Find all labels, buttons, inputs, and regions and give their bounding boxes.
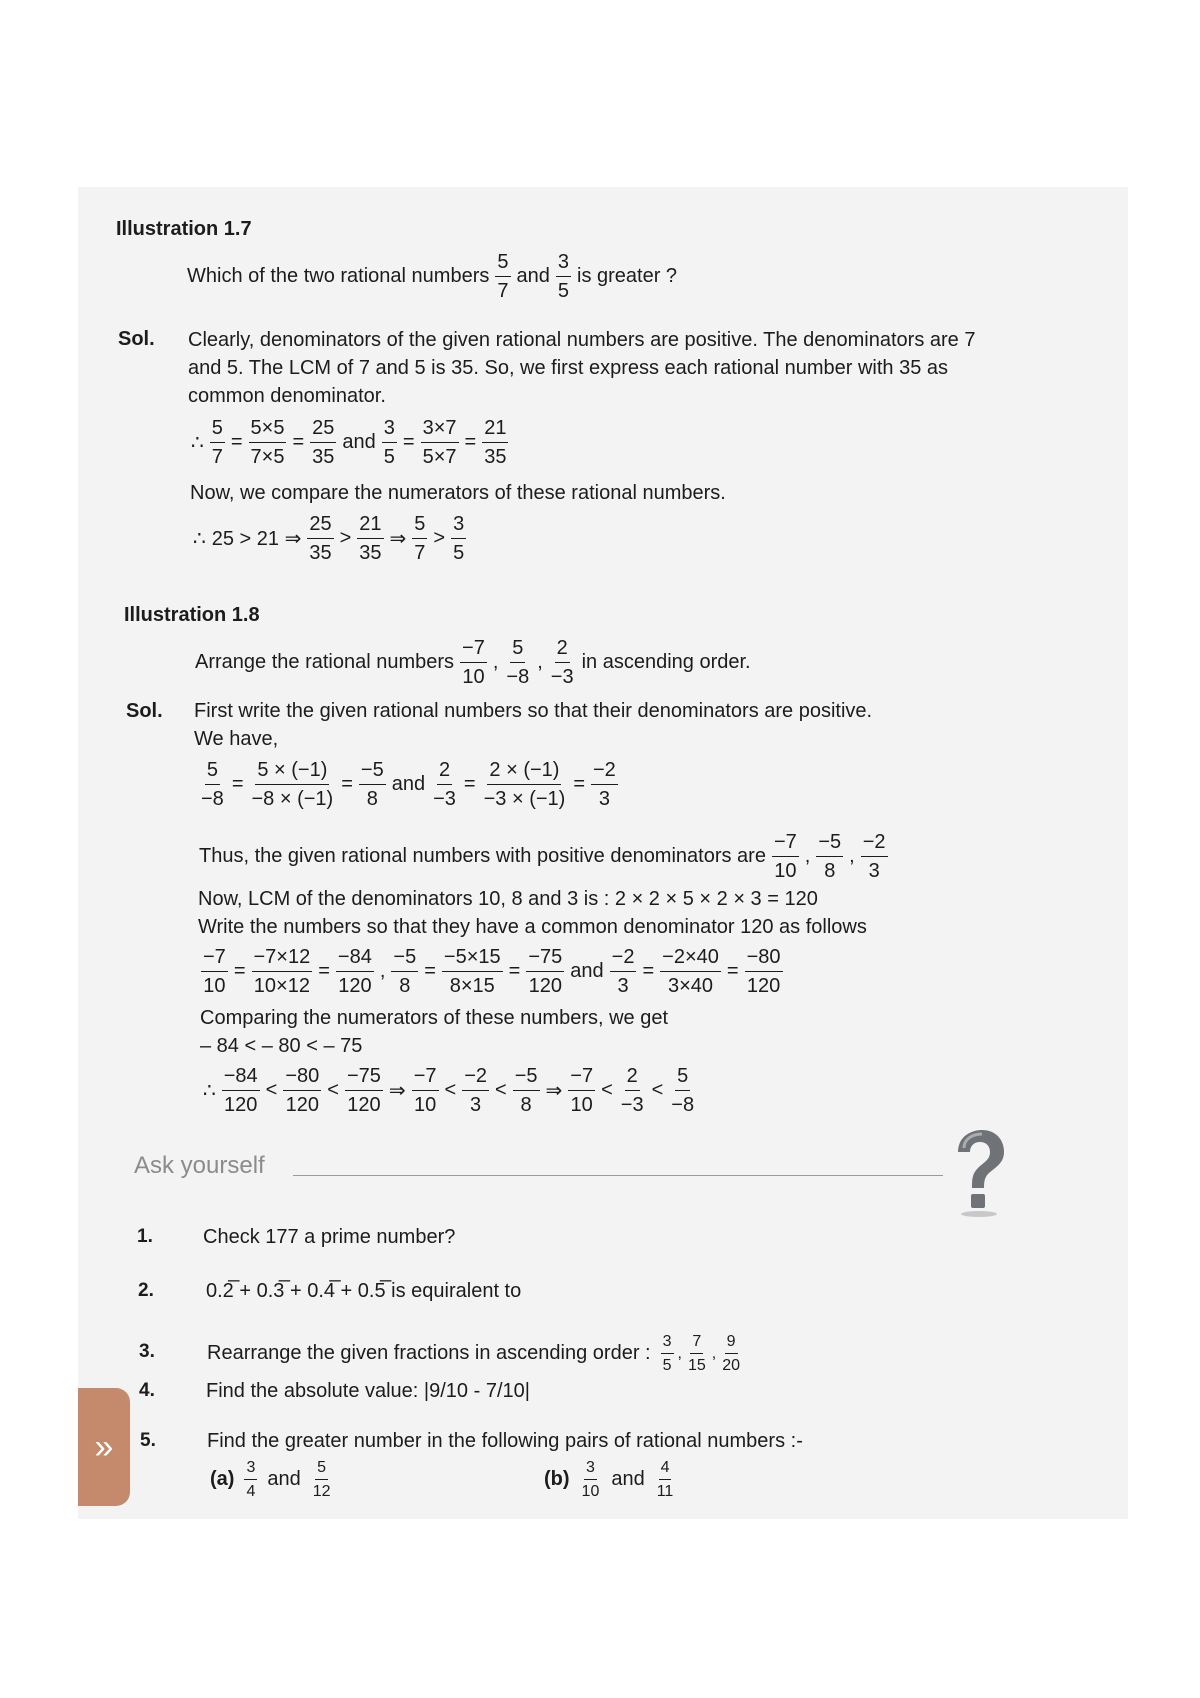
denominator: 5 bbox=[453, 542, 465, 564]
fraction bbox=[816, 830, 843, 883]
numerator: 5 bbox=[315, 1458, 328, 1480]
numerator: −75 bbox=[345, 1064, 383, 1091]
question-3-text: Rearrange the given fractions in ascending order : bbox=[207, 1342, 651, 1365]
and-word: and bbox=[570, 960, 604, 982]
denominator: 3 bbox=[598, 788, 610, 810]
denominator: −3 bbox=[433, 788, 456, 810]
denominator: 120 bbox=[347, 1094, 381, 1116]
fraction bbox=[655, 1458, 676, 1501]
denominator: 10×12 bbox=[253, 975, 310, 997]
and-word: and bbox=[611, 1468, 645, 1491]
numerator: 5 × (−1) bbox=[255, 758, 329, 785]
question-text: Which of the two rational numbers bbox=[187, 265, 490, 287]
equals-sign: = bbox=[464, 431, 477, 453]
numerator: −80 bbox=[283, 1064, 321, 1091]
numerator: −7 bbox=[201, 945, 228, 972]
numerator: −5 bbox=[359, 758, 386, 785]
numerator: 21 bbox=[357, 512, 383, 539]
decimal-expression: 0.2̅ + 0.3̅ + 0.4̅ + 0.5̅ bbox=[206, 1280, 386, 1302]
numerator: 3 bbox=[661, 1332, 674, 1354]
denominator: 20 bbox=[722, 1357, 740, 1375]
implies-symbol: ⇒ bbox=[545, 1080, 563, 1102]
equals-sign: = bbox=[231, 773, 244, 795]
numerator: −2 bbox=[462, 1064, 489, 1091]
numerator: 5 bbox=[510, 636, 525, 663]
denominator: 8 bbox=[824, 860, 836, 882]
equals-sign: = bbox=[463, 773, 476, 795]
denominator: 10 bbox=[570, 1094, 593, 1116]
fraction bbox=[345, 1064, 383, 1117]
equation-1-7-a bbox=[188, 416, 511, 469]
denominator: 10 bbox=[774, 860, 797, 882]
sol-label: Sol. bbox=[126, 700, 163, 722]
numerator: −2 bbox=[591, 758, 618, 785]
equals-sign: = bbox=[424, 960, 436, 982]
fraction bbox=[745, 945, 783, 998]
question-5-text: Find the greater number in the following pairs of rational numbers :- bbox=[207, 1430, 803, 1452]
fraction bbox=[250, 758, 336, 811]
numerator: 3×7 bbox=[421, 416, 459, 443]
fraction bbox=[669, 1064, 696, 1117]
numerator: 5 bbox=[210, 416, 225, 443]
denominator: −3 bbox=[620, 1094, 644, 1116]
numerator: −80 bbox=[745, 945, 783, 972]
denominator: 7 bbox=[211, 446, 223, 468]
solution-text-line: First write the given rational numbers so that their denominators are positive. bbox=[194, 700, 873, 722]
option-label: (b) bbox=[544, 1468, 570, 1491]
denominator: 11 bbox=[656, 1483, 674, 1501]
thus-text: Thus, the given rational numbers with positive denominators are bbox=[199, 845, 766, 867]
fraction bbox=[359, 758, 386, 811]
denominator: 15 bbox=[687, 1357, 706, 1375]
fraction bbox=[222, 1064, 260, 1117]
fraction bbox=[311, 1458, 333, 1501]
equation-1-8-a bbox=[196, 758, 621, 811]
numerator: 7 bbox=[690, 1332, 703, 1354]
fraction bbox=[568, 1064, 595, 1117]
equals-sign: = bbox=[402, 431, 415, 453]
numerator: 3 bbox=[382, 416, 397, 443]
numerator: 3 bbox=[556, 250, 571, 277]
fraction bbox=[549, 636, 576, 689]
numerator: 25 bbox=[307, 512, 333, 539]
denominator: 7×5 bbox=[250, 446, 285, 468]
fraction bbox=[357, 512, 383, 565]
numerator: 5 bbox=[412, 512, 427, 539]
illustration-1-7-question bbox=[184, 250, 680, 303]
inequality-text: 25 > 21 ⇒ bbox=[211, 528, 302, 550]
numerator: −5 bbox=[391, 945, 418, 972]
denominator: 35 bbox=[484, 446, 507, 468]
therefore-symbol: ∴ bbox=[203, 1080, 216, 1102]
numerator: 4 bbox=[659, 1458, 672, 1480]
fraction bbox=[772, 830, 799, 883]
fraction bbox=[660, 945, 721, 998]
equals-sign: = bbox=[341, 773, 353, 795]
fraction bbox=[460, 636, 487, 689]
sol-label: Sol. bbox=[118, 328, 155, 350]
fraction bbox=[720, 1332, 742, 1375]
denominator: 3 bbox=[470, 1094, 482, 1116]
denominator: 35 bbox=[312, 446, 335, 468]
comma: , bbox=[711, 1344, 717, 1362]
comma: , bbox=[492, 651, 499, 673]
equals-sign: = bbox=[230, 431, 243, 453]
fraction bbox=[610, 945, 637, 998]
question-number: 2. bbox=[138, 1280, 154, 1301]
fraction bbox=[513, 1064, 540, 1117]
denominator: 5 bbox=[383, 446, 395, 468]
compare-text: Now, we compare the numerators of these rational numbers. bbox=[190, 482, 726, 504]
ask-divider bbox=[293, 1175, 943, 1176]
denominator: 8 bbox=[520, 1094, 532, 1116]
less-sign: < bbox=[495, 1079, 507, 1101]
equals-sign: = bbox=[233, 960, 246, 982]
numerator: 9 bbox=[725, 1332, 738, 1354]
numerator: 2 bbox=[625, 1064, 640, 1091]
question-text-end: in ascending order. bbox=[581, 651, 751, 673]
greater-sign: > bbox=[433, 527, 446, 549]
denominator: 35 bbox=[359, 542, 382, 564]
question-5b bbox=[541, 1458, 682, 1501]
numerator: −2 bbox=[861, 830, 888, 857]
less-sign: < bbox=[651, 1079, 664, 1101]
less-sign: < bbox=[444, 1079, 457, 1101]
less-sign: < bbox=[601, 1079, 613, 1101]
denominator: 12 bbox=[312, 1483, 331, 1501]
numerator: 25 bbox=[310, 416, 336, 443]
solution-text-line: common denominator. bbox=[188, 385, 386, 407]
fraction bbox=[252, 945, 313, 998]
equals-sign: = bbox=[508, 960, 521, 982]
numerator: −5 bbox=[513, 1064, 540, 1091]
denominator: 3 bbox=[868, 860, 880, 882]
question-3-line bbox=[204, 1332, 749, 1375]
fraction bbox=[482, 758, 568, 811]
fraction bbox=[442, 945, 503, 998]
denominator: −8 × (−1) bbox=[251, 788, 334, 810]
fraction bbox=[201, 945, 228, 998]
comma: , bbox=[379, 960, 386, 982]
side-tab-chevron-icon[interactable]: » bbox=[78, 1388, 130, 1506]
question-text-end: is greater ? bbox=[577, 265, 678, 287]
equation-1-7-b bbox=[190, 512, 469, 565]
fraction bbox=[382, 416, 397, 469]
fraction bbox=[391, 945, 418, 998]
numerator: −5 bbox=[816, 830, 843, 857]
solution-text-line: Clearly, denominators of the given rational numbers are positive. The denominators are 7 bbox=[188, 329, 976, 351]
question-number: 1. bbox=[137, 1226, 153, 1247]
fraction bbox=[412, 1064, 439, 1117]
fraction bbox=[244, 1458, 257, 1501]
therefore-symbol: ∴ bbox=[193, 528, 206, 550]
denominator: 5×7 bbox=[422, 446, 457, 468]
we-have-text: We have, bbox=[194, 728, 279, 750]
numerator: 5×5 bbox=[249, 416, 287, 443]
illustration-1-8-heading: Illustration 1.8 bbox=[124, 604, 260, 626]
and-word: and bbox=[391, 773, 426, 795]
numerator: 3 bbox=[584, 1458, 597, 1480]
numerator: −84 bbox=[336, 945, 374, 972]
question-number: 3. bbox=[139, 1341, 155, 1362]
denominator: 120 bbox=[338, 975, 372, 997]
fraction bbox=[526, 945, 564, 998]
implies-symbol: ⇒ bbox=[388, 1080, 406, 1102]
denominator: 3×40 bbox=[667, 975, 714, 997]
therefore-symbol: ∴ bbox=[191, 432, 204, 454]
denominator: 3 bbox=[617, 975, 629, 997]
numerator: −2 bbox=[610, 945, 637, 972]
question-mark-icon bbox=[950, 1128, 1008, 1218]
lcm-text: Now, LCM of the denominators 10, 8 and 3 is : 2 × 2 × 5 × 2 × 3 = 120 bbox=[198, 888, 818, 910]
question-4-text: Find the absolute value: |9/10 - 7/10| bbox=[206, 1380, 530, 1402]
denominator: 35 bbox=[309, 542, 332, 564]
fraction bbox=[861, 830, 888, 883]
greater-sign: > bbox=[339, 527, 352, 549]
thus-line bbox=[196, 830, 891, 883]
denominator: 120 bbox=[746, 975, 781, 997]
question-2-line bbox=[206, 1277, 521, 1305]
fraction bbox=[199, 758, 226, 811]
denominator: −3 × (−1) bbox=[483, 788, 566, 810]
inequality-text: – 84 < – 80 < – 75 bbox=[200, 1035, 363, 1057]
comma: , bbox=[849, 845, 855, 867]
question-5a bbox=[207, 1458, 340, 1501]
implies-symbol: ⇒ bbox=[389, 528, 407, 550]
fraction bbox=[249, 416, 287, 469]
numerator: −84 bbox=[222, 1064, 260, 1091]
fraction bbox=[591, 758, 618, 811]
numerator: 2 bbox=[437, 758, 452, 785]
equals-sign: = bbox=[726, 960, 739, 982]
question-number: 4. bbox=[139, 1380, 155, 1401]
denominator: 7 bbox=[414, 542, 426, 564]
question-2-text: is equiralent to bbox=[391, 1280, 522, 1302]
numerator: −2×40 bbox=[660, 945, 721, 972]
less-sign: < bbox=[265, 1079, 278, 1101]
numerator: −7 bbox=[772, 830, 799, 857]
fraction bbox=[336, 945, 374, 998]
comma: , bbox=[537, 651, 543, 673]
fraction bbox=[210, 416, 225, 469]
denominator: 5 bbox=[557, 280, 569, 302]
equals-sign: = bbox=[318, 960, 330, 982]
illustration-1-8-question bbox=[192, 636, 754, 689]
denominator: 7 bbox=[497, 280, 509, 302]
equals-sign: = bbox=[292, 431, 305, 453]
fraction bbox=[431, 758, 458, 811]
fraction bbox=[451, 512, 466, 565]
fraction bbox=[283, 1064, 321, 1117]
denominator: 8×15 bbox=[449, 975, 495, 997]
denominator: 120 bbox=[224, 1094, 258, 1116]
comma: , bbox=[677, 1344, 682, 1362]
denominator: 120 bbox=[285, 1094, 320, 1116]
illustration-1-7-heading: Illustration 1.7 bbox=[116, 218, 252, 240]
denominator: 10 bbox=[203, 975, 226, 997]
denominator: 8 bbox=[399, 975, 411, 997]
denominator: 120 bbox=[528, 975, 562, 997]
numerator: −5×15 bbox=[442, 945, 503, 972]
numerator: 5 bbox=[495, 250, 510, 277]
numerator: 5 bbox=[675, 1064, 690, 1091]
numerator: 5 bbox=[205, 758, 220, 785]
fraction-list bbox=[657, 1332, 746, 1375]
numerator: −75 bbox=[526, 945, 564, 972]
question-1-text: Check 177 a prime number? bbox=[203, 1226, 456, 1248]
denominator: 4 bbox=[246, 1483, 256, 1501]
fraction bbox=[556, 250, 571, 303]
equation-1-8-b bbox=[198, 945, 786, 998]
denominator: 10 bbox=[413, 1094, 437, 1116]
fraction bbox=[412, 512, 427, 565]
numerator: 2 × (−1) bbox=[487, 758, 561, 785]
write-text: Write the numbers so that they have a common denominator 120 as follows bbox=[198, 916, 867, 938]
equals-sign: = bbox=[642, 960, 655, 982]
numerator: −7 bbox=[412, 1064, 439, 1091]
denominator: −8 bbox=[201, 788, 224, 810]
solution-text-line: and 5. The LCM of 7 and 5 is 35. So, we first express each rational number with 35 as bbox=[188, 357, 949, 379]
numerator: 3 bbox=[451, 512, 466, 539]
fraction bbox=[462, 1064, 489, 1117]
denominator: 8 bbox=[366, 788, 378, 810]
denominator: 10 bbox=[581, 1483, 600, 1501]
denominator: −3 bbox=[550, 666, 574, 688]
comparing-text: Comparing the numerators of these numbers, we get bbox=[200, 1007, 669, 1029]
and-word: and bbox=[342, 431, 376, 453]
fraction bbox=[310, 416, 336, 469]
denominator: −8 bbox=[506, 666, 530, 688]
denominator: −8 bbox=[671, 1094, 695, 1116]
denominator: 5 bbox=[662, 1357, 672, 1375]
fraction bbox=[307, 512, 333, 565]
question-number: 5. bbox=[140, 1430, 156, 1451]
fraction bbox=[661, 1332, 674, 1375]
less-sign: < bbox=[327, 1079, 339, 1101]
numerator: −7 bbox=[460, 636, 487, 663]
fraction bbox=[686, 1332, 708, 1375]
and-word: and bbox=[267, 1468, 301, 1491]
fraction bbox=[504, 636, 531, 689]
equation-1-8-c bbox=[200, 1064, 699, 1117]
fraction bbox=[421, 416, 459, 469]
and-word: and bbox=[516, 265, 550, 287]
equals-sign: = bbox=[573, 773, 585, 795]
fraction bbox=[619, 1064, 646, 1117]
numerator: 21 bbox=[482, 416, 508, 443]
denominator: 10 bbox=[462, 666, 485, 688]
numerator: −7×12 bbox=[252, 945, 313, 972]
fraction bbox=[495, 250, 510, 303]
fraction bbox=[580, 1458, 602, 1501]
comma: , bbox=[804, 845, 811, 867]
fraction bbox=[482, 416, 508, 469]
numerator: 2 bbox=[555, 636, 570, 663]
option-label: (a) bbox=[210, 1468, 235, 1491]
ask-yourself-title: Ask yourself bbox=[134, 1152, 265, 1179]
numerator: −7 bbox=[568, 1064, 595, 1091]
numerator: 3 bbox=[244, 1458, 257, 1480]
question-text: Arrange the rational numbers bbox=[195, 651, 455, 673]
